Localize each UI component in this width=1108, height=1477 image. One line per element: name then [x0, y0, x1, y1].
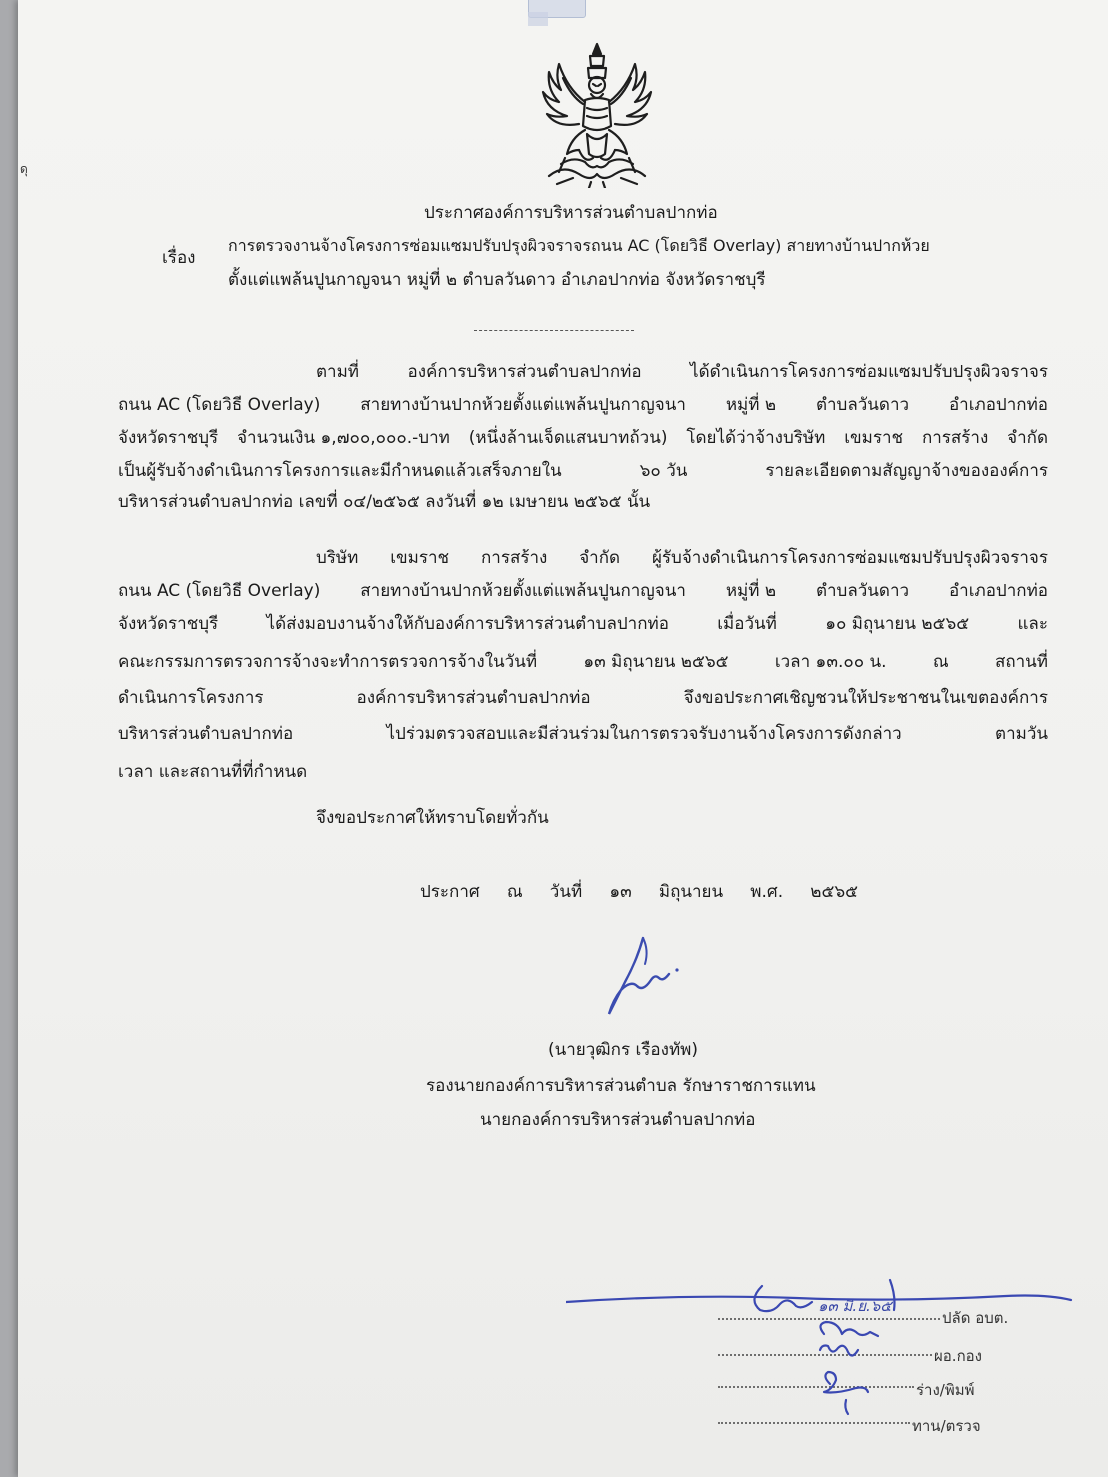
para1-word: เขมราช — [844, 428, 904, 448]
date-part: วันที่ — [549, 882, 583, 902]
date-part: พ.ศ. — [750, 882, 784, 902]
routing-role-drafter: ร่าง/พิมพ์ — [916, 1381, 975, 1399]
signer-title-2: นายกองค์การบริหารส่วนตำบลปากท่อ — [480, 1110, 756, 1130]
para1-word: ตามที่ — [316, 362, 359, 382]
para1-word: (หนึ่งล้านเจ็ดแสนบาทถ้วน) — [468, 428, 668, 448]
date-part: ๒๕๖๕ — [810, 882, 858, 902]
para2-word: คณะกรรมการตรวจการจ้างจะทำการตรวจการจ้างในวันที่ — [118, 652, 538, 672]
routing-role-chief: ปลัด อบต. — [942, 1309, 1009, 1327]
para2-line-5 — [118, 684, 1048, 711]
date-part: มิถุนายน — [658, 882, 724, 902]
para2-word: ตำบลวันดาว — [815, 581, 910, 601]
para2-word: เมื่อวันที่ — [717, 614, 777, 634]
announcement-date — [420, 878, 858, 905]
para1-line-4 — [118, 457, 1048, 484]
handwritten-routing-date: ๑๓ มิ.ย.๖๕ — [818, 1297, 892, 1315]
para1-word: หมู่ที่ ๒ — [725, 395, 777, 415]
para2-word: ผู้รับจ้างดำเนินการโครงการซ่อมแซมปรับปรุงผิวจราจร — [651, 548, 1048, 568]
para2-word: ดำเนินการโครงการ — [118, 688, 264, 708]
date-part: ๑๓ — [609, 882, 632, 902]
closing-line: จึงขอประกาศให้ทราบโดยทั่วกัน — [316, 808, 549, 828]
document-page — [18, 0, 1108, 1477]
para2-line-4 — [118, 648, 1048, 675]
para2-word: จึงขอประกาศเชิญชวนให้ประชาชนในเขตองค์การ — [683, 688, 1048, 708]
subject-line-2: ตั้งแต่แพล้นปูนกาญจนา หมู่ที่ ๒ ตำบลวันดาว อำเภอปากท่อ จังหวัดราชบุรี — [228, 270, 766, 290]
para2-word: และ — [1017, 614, 1048, 634]
handwritten-signature — [603, 930, 713, 1020]
para2-word: ๑๐ มิถุนายน ๒๕๖๕ — [825, 614, 970, 634]
para2-word: ณ — [932, 652, 949, 672]
para1-word: ได้ดำเนินการโครงการซ่อมแซมปรับปรุงผิวจราจร — [690, 362, 1048, 382]
routing-initials — [566, 1276, 1086, 1446]
para2-word: ไปร่วมตรวจสอบและมีส่วนร่วมในการตรวจรับงานจ้างโครงการดังกล่าว — [386, 724, 902, 744]
para2-line-1 — [316, 544, 1048, 571]
routing-role-reviewer: ทาน/ตรวจ — [912, 1417, 981, 1435]
document-heading: ประกาศองค์การบริหารส่วนตำบลปากท่อ — [424, 203, 718, 223]
para2-word: เวลา ๑๓.๐๐ น. — [774, 652, 887, 672]
received-stamp-tail — [528, 12, 548, 26]
para2-word: สถานที่ — [994, 652, 1048, 672]
para2-word: เขมราช — [390, 548, 450, 568]
date-part: ประกาศ — [420, 882, 480, 902]
para2-word: บริหารส่วนตำบลปากท่อ — [118, 724, 294, 744]
para2-word: หมู่ที่ ๒ — [725, 581, 777, 601]
para1-line-2 — [118, 391, 1048, 418]
para2-line-2 — [118, 577, 1048, 604]
para2-word: องค์การบริหารส่วนตำบลปากท่อ — [356, 688, 591, 708]
para2-word: บริษัท — [316, 548, 359, 568]
para2-word: สายทางบ้านปากห้วยตั้งแต่แพล้นปูนกาญจนา — [360, 581, 686, 601]
para1-word: องค์การบริหารส่วนตำบลปากท่อ — [407, 362, 642, 382]
para1-word: โดยได้ว่าจ้างบริษัท — [686, 428, 826, 448]
para2-line-6 — [118, 720, 1048, 747]
para1-word: จำนวนเงิน ๑,๗๐๐,๐๐๐.-บาท — [237, 428, 450, 448]
para2-word: การสร้าง — [480, 548, 548, 568]
para1-word: ๖๐ วัน — [639, 461, 688, 481]
para1-word: จังหวัดราชบุรี — [118, 428, 219, 448]
para1-word: สายทางบ้านปากห้วยตั้งแต่แพล้นปูนกาญจนา — [360, 395, 686, 415]
para1-line-5: บริหารส่วนตำบลปากท่อ เลขที่ ๐๔/๒๕๖๕ ลงวันที่ ๑๒ เมษายน ๒๕๖๕ นั้น — [118, 492, 651, 512]
edge-mark: ดุ — [20, 162, 28, 176]
para1-line-1 — [316, 358, 1048, 385]
para2-word: อำเภอปากท่อ — [948, 581, 1048, 601]
para2-word: ถนน AC (โดยวิธี Overlay) — [118, 581, 321, 601]
para1-word: ตำบลวันดาว — [815, 395, 910, 415]
para2-line-3 — [118, 610, 1048, 637]
para2-line-7: เวลา และสถานที่ที่กำหนด — [118, 762, 308, 782]
subject-label: เรื่อง — [162, 248, 196, 268]
para1-word: การสร้าง — [921, 428, 989, 448]
para2-word: ได้ส่งมอบงานจ้างให้กับองค์การบริหารส่วนตำบลปากท่อ — [266, 614, 669, 634]
garuda-emblem-icon — [533, 38, 661, 188]
para1-word: ถนน AC (โดยวิธี Overlay) — [118, 395, 321, 415]
subject-line-1: การตรวจงานจ้างโครงการซ่อมแซมปรับปรุงผิวจราจรถนน AC (โดยวิธี Overlay) สายทางบ้านปากห้วย — [228, 236, 930, 255]
date-part: ณ — [506, 882, 523, 902]
routing-role-director: ผอ.กอง — [934, 1347, 982, 1365]
para1-word: รายละเอียดตามสัญญาจ้างขององค์การ — [765, 461, 1048, 481]
para2-word: ๑๓ มิถุนายน ๒๕๖๕ — [583, 652, 729, 672]
para1-word: จำกัด — [1007, 428, 1048, 448]
signer-name: (นายวุฒิกร เรืองทัพ) — [548, 1040, 698, 1060]
para1-word: เป็นผู้รับจ้างดำเนินการโครงการและมีกำหนดแล้วเสร็จภายใน — [118, 461, 562, 481]
para1-word: อำเภอปากท่อ — [948, 395, 1048, 415]
signer-title-1: รองนายกองค์การบริหารส่วนตำบล รักษาราชการแทน — [426, 1076, 816, 1096]
separator-rule — [474, 330, 634, 331]
para2-word: ตามวัน — [995, 724, 1048, 744]
para2-word: จำกัด — [579, 548, 621, 568]
para1-line-3 — [118, 424, 1048, 451]
para2-word: จังหวัดราชบุรี — [118, 614, 219, 634]
